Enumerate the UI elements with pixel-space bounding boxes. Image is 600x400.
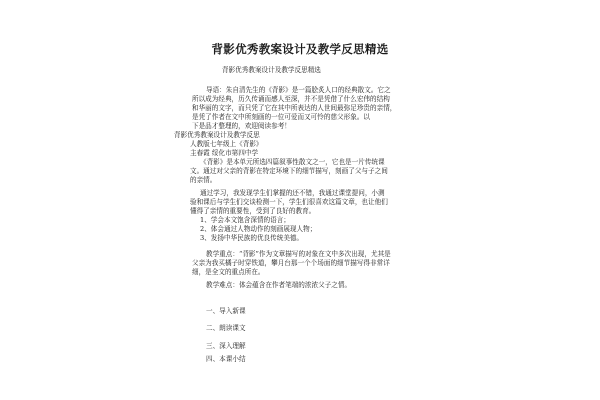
key-point-line: 细，是全文的重点所在。	[192, 268, 265, 276]
learning-paragraph-line: 验和课后与学生们交谈检测一下，学生们很喜欢这篇文章，也让他们	[190, 198, 388, 206]
section-heading: 背影优秀教案设计及教学反思	[174, 131, 260, 139]
document-subtitle: 背影优秀教案设计及教学反思精选	[222, 66, 321, 74]
edition-line: 人教版七年级上《背影》	[190, 140, 263, 148]
step-item: 三、深入理解	[206, 342, 246, 350]
text-paragraph-line: 《背影》是本单元所选四篇叙事性散文之一，它也是一片传统课	[200, 158, 385, 166]
intro-line: 所以成为经典，历久传诵而感人至深，并不是凭借了什么宏伟的结构	[192, 95, 390, 103]
goal-item: 3、发扬中华民族的优良传统美德。	[200, 234, 304, 242]
text-paragraph-line: 文。通过对父亲的背影在特定环境下的细节描写，刻画了父与子之间	[190, 167, 388, 175]
learning-paragraph-line: 懂得了亲情的重要性，受到了良好的教育。	[190, 207, 316, 215]
step-item: 二、朗读课文	[206, 324, 246, 332]
learning-paragraph-line: 通过学习，我发现学生们掌握的还不错，我通过课堂提问，小测	[200, 189, 385, 197]
key-point-line: 父亲为我买橘子时穿铁道，攀月台那一个个场面的细节描写得非常详	[192, 259, 390, 267]
difficulty-line: 教学难点：体会蕴含在作者笔端的浓浓父子之情。	[206, 281, 352, 289]
goal-item: 2、体会通过人物动作的刻画展现人物；	[200, 225, 317, 233]
intro-line: 下是品才整理的，欢迎阅读参考！	[192, 122, 291, 130]
intro-line: 是凭了作者在文中所刻画的一位可爱而又可怜的慈父形象。以	[192, 113, 371, 121]
teacher-line: 主春霞 绥化市第四中学	[190, 149, 259, 157]
key-point-line: 教学重点：“背影”作为文章描写的对象在文中多次出现，尤其是	[206, 250, 391, 258]
intro-line: 导语：朱自清先生的《背影》是一篇脍炙人口的经典散文。它之	[206, 86, 391, 94]
step-item: 四、本课小结	[206, 355, 246, 363]
text-paragraph-line: 的亲情。	[190, 176, 217, 184]
intro-line: 和华丽的文字，而只凭了它在其中所表达的人世间最弥足珍贵的亲情，	[192, 104, 397, 112]
step-item: 一、导入新课	[206, 307, 246, 315]
goal-item: 1、学会本文饱含深情的语言；	[200, 216, 290, 224]
document-title: 背影优秀教案设计及教学反思精选	[211, 42, 389, 56]
